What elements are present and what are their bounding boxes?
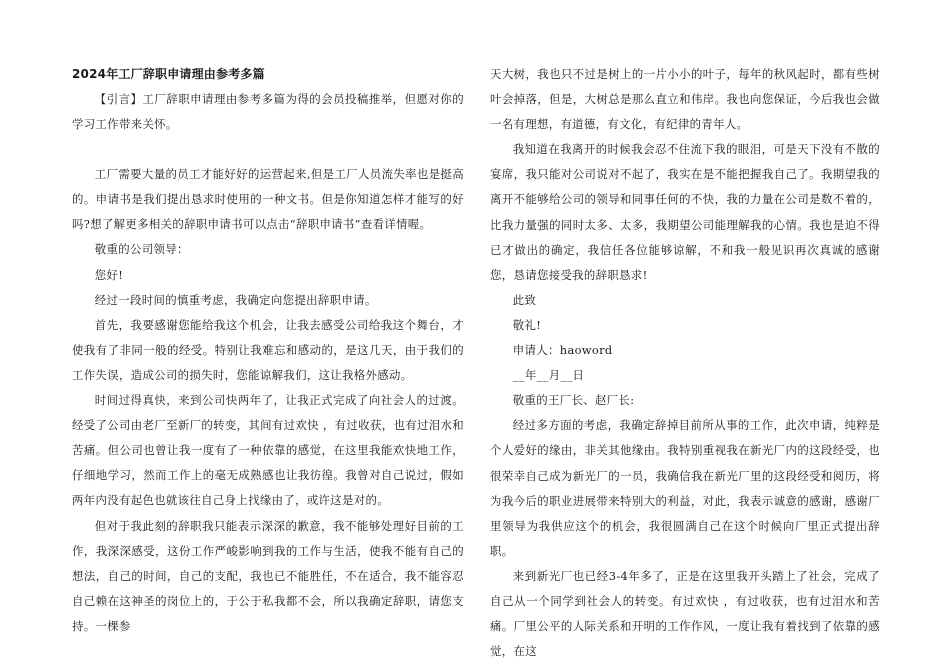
right-column	[490, 62, 880, 664]
intro-paragraph: 【引言】工厂辞职申请理由参考多篇为得的会员投稿推举，但愿对你的学习工作带来关怀。	[72, 92, 464, 132]
salutation: 敬重的公司领导：	[94, 242, 189, 257]
body-paragraph: 工厂需要大量的员工才能好好的运营起来,但是工厂人员流失率也是挺高的。申请书是我们提出恳求时使用的一种文书。但是你知道怎样才能写的好吗?想了解更多相关的辞职申请书可以点击“辞职申请书”查看详情喔。	[72, 167, 464, 232]
paragraph-gap	[72, 137, 464, 162]
body-paragraph: 我知道在我离开的时候我会忍不住流下我的眼泪，可是天下没有不散的宴席，我只能对公司说对不起了，我实在是不能把握我自己了。我期望我的离开不能够给公司的领导和同事任何的不快，我的力量在公司是数不着的，比我力量强的同时太多、太多，我期望公司能理解我的心情。我也是迫不得已才做出的确定，我信任各位能够谅解，不和我一般见识再次真诚的感谢您，恳请您接受我的辞职恳求!	[490, 142, 880, 282]
closing-salute: 敬礼!	[512, 317, 542, 332]
body-paragraph: 经过一段时间的慎重考虑，我确定向您提出辞职申请。	[94, 292, 377, 307]
body-paragraph: 但对于我此刻的辞职我只能表示深深的歉意，我不能够处理好目前的工作，我深深感受，这份工作严峻影响到我的工作与生活，使我不能有自己的想法，自己的时间，自己的支配，我也已不能胜任，不在适合，我不能容忍自己赖在这神圣的岗位上的，于公于私我都不会，所以我确定辞职，请您支持。一棵参	[72, 518, 464, 633]
left-column	[72, 62, 464, 639]
body-paragraph: 首先，我要感谢您能给我这个机会，让我去感受公司给我这个舞台，才使我有了非同一般的经受。特别让我难忘和感动的，是这几天，由于我们的工作失误，造成公司的损失时，您能谅解我们，这让我格外感动。	[72, 317, 464, 382]
document-title: 2024年工厂辞职申请理由参考多篇	[72, 67, 265, 81]
salutation: 敬重的王厂长、赵厂长:	[512, 393, 635, 408]
body-paragraph: 时间过得真快，来到公司快两年了，让我正式完成了向社会人的过渡。经受了公司由老厂至新厂的转变，其间有过欢快 ，有过收获，也有过泪水和苦痛。但公司也曾让我一度有了一种依靠的感觉，在这里我能欢快地工作，仔细地学习，然而工作上的毫无成熟感也让我彷徨。我曾对自己说过，假如两年内没有起色也就该往自己身上找缘由了，或许这是对的。	[72, 393, 464, 508]
body-paragraph: 来到新光厂也已经3-4年多了，正是在这里我开头踏上了社会，完成了自己从一个同学到社会人的转变。有过欢快 ，有过收获，也有过泪水和苦痛。厂里公平的人际关系和开明的工作作风，一度让我有着找到了依靠的感觉，在这	[490, 568, 880, 659]
body-paragraph: 经过多方面的考虑，我确定辞掉目前所从事的工作，此次申请，纯粹是个人爱好的缘由，非关其他缘由。我特别重视我在新光厂内的这段经受，也很荣幸自己成为新光厂的一员，我确信我在新光厂里的这段经受和阅历，将为我今后的职业进展带来特别大的利益，对此，我表示诚意的感谢，感谢厂里领导为我供应这个的机会，我很圆满自己在这个时候向厂里正式提出辞职。	[490, 418, 880, 558]
continued-paragraph: 天大树，我也只不过是树上的一片小小的叶子，每年的秋风起时，都有些树叶会掉落，但是，大树总是那么直立和伟岸。我也向您保证，今后我也会做一名有理想，有道德，有文化，有纪律的青年人。	[490, 67, 880, 132]
closing-phrase: 此致	[512, 292, 537, 307]
applicant-line: 申请人：haoword	[512, 343, 613, 358]
date-line: __年__月__日	[512, 368, 585, 383]
greeting: 您好!	[94, 267, 124, 282]
